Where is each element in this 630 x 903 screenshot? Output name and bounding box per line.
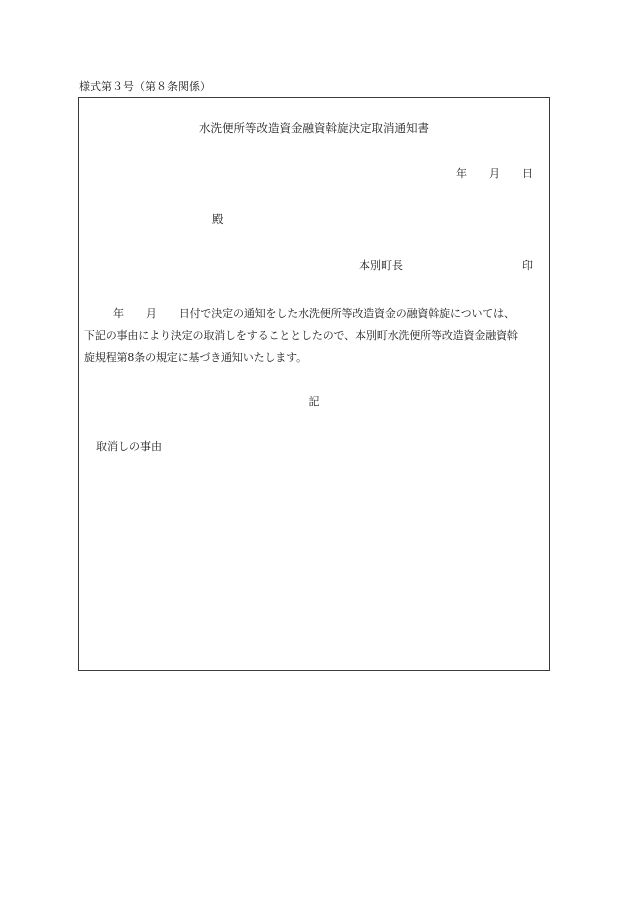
ki-heading: 記 (308, 395, 320, 408)
addressee-honorific: 殿 (212, 212, 224, 226)
date-month-label: 月 (489, 167, 500, 180)
body-line-1-text: 日付で決定の通知をした水洗便所等改造資金の融資斡旋については、 (178, 307, 515, 320)
document-title: 水洗便所等改造資金融資斡旋決定取消通知書 (199, 121, 429, 135)
issuer-name: 本別町長 (359, 259, 403, 272)
body-year-label: 年 (113, 307, 124, 320)
body-month-label: 月 (145, 307, 157, 320)
notice-body (84, 303, 545, 369)
date-line (456, 167, 533, 181)
seal-mark: 印 (522, 259, 533, 272)
body-line-3: 旋規程第8条の規定に基づき通知いたします。 (84, 351, 307, 364)
body-line-1 (84, 303, 545, 325)
date-day-label: 日 (522, 167, 533, 180)
notice-frame (78, 97, 550, 671)
body-line-2: 下記の事由により決定の取消しをすることとしたので、本別町水洗便所等改造資金融資斡 (84, 329, 518, 342)
cancellation-reason-label: 取消しの事由 (96, 440, 162, 453)
form-number-label: 様式第３号（第８条関係） (79, 80, 211, 93)
date-year-label: 年 (456, 167, 467, 180)
